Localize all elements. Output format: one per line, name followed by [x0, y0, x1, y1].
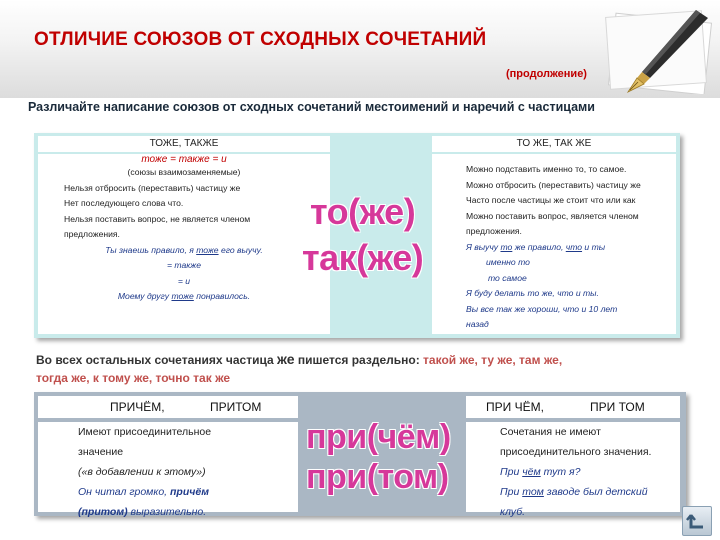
example-highlight: тоже — [171, 291, 194, 301]
example-line — [500, 462, 680, 482]
example-line — [466, 240, 676, 256]
example-line: = и — [177, 275, 191, 286]
header-word: ПРИЧЁМ, — [110, 400, 165, 414]
big-word-tak-zhe: так(же) — [302, 237, 424, 278]
example-line — [78, 482, 298, 502]
rule-line: предложения. — [466, 226, 522, 236]
rule-line: (союзы взаимозаменяемые) — [127, 167, 241, 177]
example-line: то самое — [488, 272, 527, 283]
col-header-to-zhe-tak-zhe: ТО ЖЕ, ТАК ЖЕ — [432, 136, 676, 152]
header-word: ПРИТОМ — [210, 400, 262, 414]
col-header-tozhe-takzhe: ТОЖЕ, ТАКЖЕ — [38, 136, 330, 152]
example-line: именно то — [486, 257, 530, 267]
example-line — [38, 243, 330, 259]
col-body-to-zhe-tak-zhe — [432, 154, 676, 334]
example-highlight: то — [500, 241, 513, 252]
example-line: Я буду делать то же, что и ты. — [466, 288, 599, 298]
example-text: При — [500, 466, 523, 478]
example-line: назад — [466, 319, 489, 329]
example-highlight: тоже — [196, 244, 219, 255]
comparison-panel-prichem — [34, 392, 686, 516]
example-text: Ты знаешь правило, я — [105, 244, 197, 255]
example-text: его выучу. — [218, 244, 263, 255]
example-text: Моему другу — [117, 291, 172, 301]
big-word-to-zhe: то(же) — [310, 191, 416, 232]
page-title: ОТЛИЧИЕ СОЮЗОВ ОТ СХОДНЫХ СОЧЕТАНИЙ — [34, 29, 487, 50]
example-text: тут я? — [540, 466, 581, 478]
example-text: и ты — [582, 241, 606, 252]
col-header-pri-chem-pri-tom — [466, 396, 680, 418]
back-button[interactable] — [682, 506, 712, 536]
example-text: выразительно. — [127, 506, 207, 518]
example-line — [38, 289, 330, 305]
rule-line: Часто после частицы же стоит что или как — [466, 195, 636, 205]
col-body-tozhe-takzhe — [38, 154, 330, 334]
example-highlight: том — [522, 486, 544, 498]
rule-line: Имеют присоединительное — [78, 426, 212, 438]
example-line: Вы все так же хороши, что и 10 лет — [466, 303, 618, 314]
example-text: понравилось. — [193, 291, 251, 301]
rule-line: Можно отбросить (переставить) частицу же — [466, 179, 641, 190]
example-text: же правило, — [512, 241, 566, 252]
rule-line: Нет последующего слова что. — [64, 198, 184, 208]
examples-highlight: тогда же, к тому же, точно так же — [36, 371, 231, 385]
example-highlight: причём — [170, 486, 209, 498]
col-body-pri-chem-pri-tom — [466, 422, 680, 518]
header-word: ПРИ ТОМ — [590, 400, 645, 414]
rule-text: Во всех остальных сочетаниях частица — [36, 353, 277, 367]
example-highlight: (притом) — [78, 506, 128, 518]
example-line: клуб. — [500, 506, 526, 518]
header-word: ПРИ ЧЁМ, — [486, 400, 544, 414]
page-subtitle: (продолжение) — [506, 68, 587, 80]
example-line: = также — [167, 260, 201, 270]
section-heading: Различайте написание союзов от сходных сочетаний местоимений и наречий с частицами — [28, 100, 595, 114]
rule-line: («в добавлении к этому») — [78, 466, 206, 478]
example-highlight: чём — [522, 466, 541, 478]
example-highlight: что — [565, 241, 583, 252]
comparison-panel-tozhe — [34, 133, 680, 338]
rule-line: Можно поставить вопрос, является членом — [466, 210, 639, 221]
particle-word: же — [276, 351, 295, 367]
rule-line: Нельзя отбросить (переставить) частицу же — [64, 182, 241, 193]
example-line — [78, 502, 298, 522]
rule-line: Нельзя поставить вопрос, не является членом — [64, 213, 251, 224]
big-word-pri-tom: при(том) — [306, 458, 449, 496]
example-text: Он читал громко, — [78, 486, 171, 498]
example-text: При — [500, 486, 523, 498]
example-line — [500, 482, 680, 502]
rule-line: Сочетания не имеют — [500, 426, 601, 438]
rule-line: присоединительного значения. — [500, 446, 652, 458]
col-header-prichem-pritom — [38, 396, 298, 418]
back-arrow-icon — [683, 507, 711, 535]
rule-line: предложения. — [64, 229, 120, 239]
big-word-pri-chem: при(чём) — [306, 418, 451, 456]
rule-line: значение — [78, 446, 124, 458]
fountain-pen-icon — [604, 8, 716, 94]
example-text: Я выучу — [466, 241, 501, 252]
col-body-prichem-pritom — [38, 422, 298, 518]
rule-text: пишется раздельно: — [294, 353, 424, 367]
examples-highlight: такой же, ту же, там же, — [423, 353, 563, 367]
general-rule-text — [36, 350, 696, 387]
rule-line: Можно подставить именно то, то самое. — [466, 164, 627, 174]
example-text: заводе был детский — [543, 486, 648, 498]
formula-line: тоже = также = и — [141, 154, 227, 165]
